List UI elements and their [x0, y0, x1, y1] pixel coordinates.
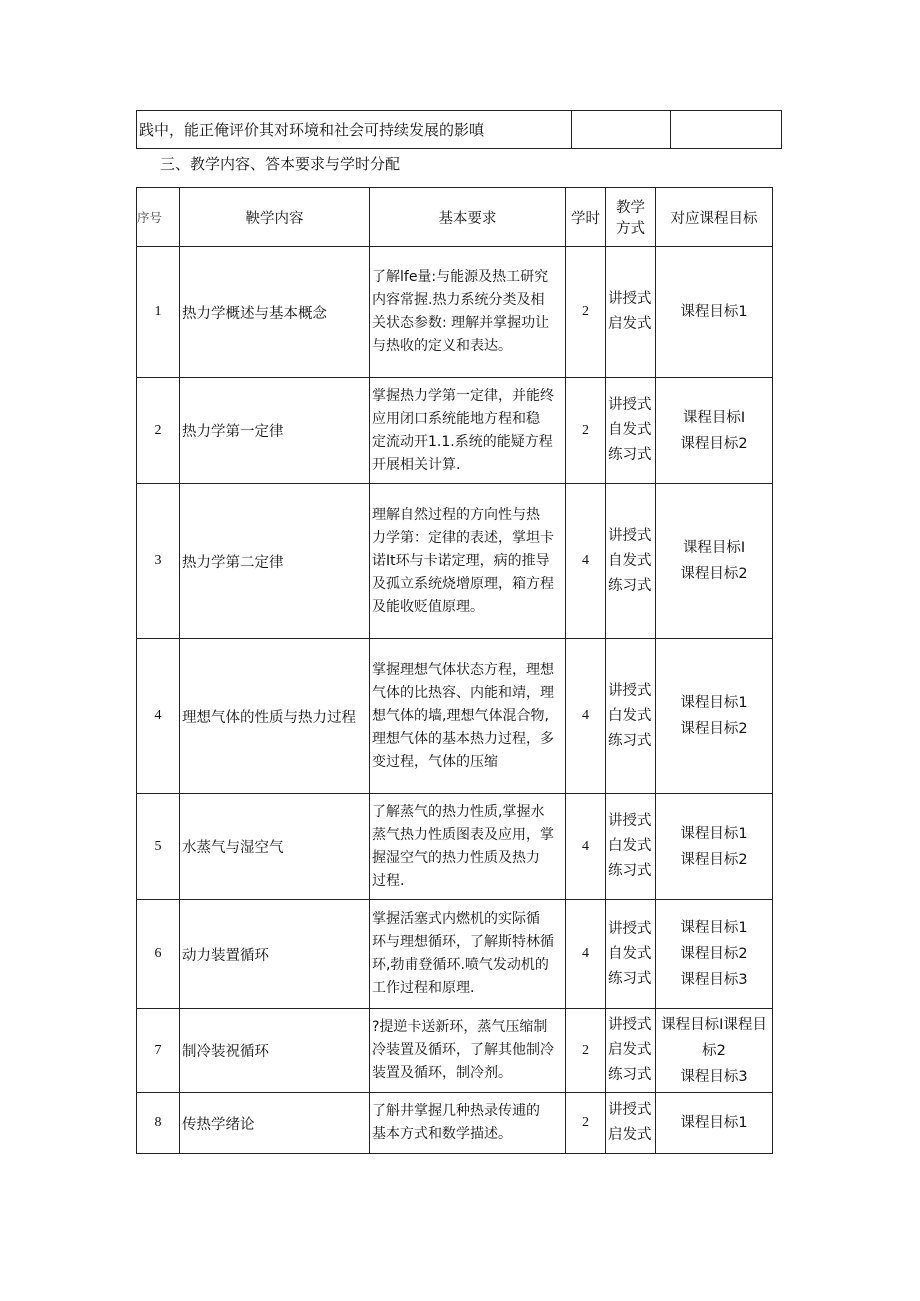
requirement-line: 及能收贬值原理。: [372, 598, 484, 615]
table-header-row: [137, 188, 773, 247]
requirement-line: 装置及循环，制冷剂。: [372, 1065, 512, 1081]
method-line: 讲授式: [608, 813, 652, 829]
teaching-content: 热力学第二定律: [180, 484, 370, 639]
method-line: 自发式: [608, 552, 652, 569]
requirement-line: 了解蒸气的热力性质,掌握水: [372, 803, 545, 820]
method-line: 自发式: [608, 945, 652, 962]
course-goals: [656, 794, 773, 900]
course-goals: [656, 247, 773, 378]
section-heading: 三、教学内容、答本要求与学时分配: [160, 155, 401, 173]
fragment-empty-cell: [671, 111, 782, 149]
row-number: 6: [137, 900, 180, 1009]
header-hours: 学时: [566, 188, 606, 247]
goal-line: 课程目标I: [682, 409, 746, 426]
teaching-method: [606, 484, 656, 639]
requirement-line: 环,勃甫登循环.喷气发动机的: [372, 957, 549, 973]
previous-table-fragment: [136, 110, 782, 149]
requirement-line: 蒸气热力性质图表及应用，掌: [372, 826, 554, 843]
method-line: 启发式: [608, 1042, 652, 1058]
table-body: [137, 247, 773, 1154]
requirement-line: 与热收的定义和表达。: [372, 338, 512, 354]
teaching-method: [606, 247, 656, 378]
teaching-content: 动力装置循环: [180, 900, 370, 1009]
teaching-method: [606, 1009, 656, 1093]
header-content: 鞅学内容: [180, 188, 370, 247]
header-method-line: 方式: [616, 221, 645, 237]
class-hours: 4: [566, 794, 606, 900]
requirement-line: 环与理想循环，了解斯特林循: [372, 934, 554, 950]
goal-line: 课程目标1: [680, 1115, 748, 1131]
class-hours: 4: [566, 900, 606, 1009]
basic-requirement: [370, 378, 566, 484]
class-hours: 4: [566, 639, 606, 794]
teaching-content: 理想气体的性质与热力过程: [180, 639, 370, 794]
goal-line: 课程目标1: [680, 695, 748, 711]
goal-line: 课程目标2: [680, 566, 748, 582]
basic-requirement: [370, 484, 566, 639]
goal-line: 课程目标2: [680, 946, 748, 962]
goal-line: 课程目标2: [680, 721, 748, 737]
table-row: [137, 794, 773, 900]
table-row: [137, 639, 773, 794]
requirement-line: 气体的比热容、内能和靖，理: [372, 684, 554, 701]
method-line: 自发式: [608, 422, 652, 438]
teaching-content: 热力学第一定律: [180, 378, 370, 484]
course-goals: [656, 378, 773, 484]
basic-requirement: [370, 794, 566, 900]
requirement-line: 开展相关计算.: [372, 456, 461, 473]
class-hours: 2: [566, 247, 606, 378]
course-goals: [656, 1009, 773, 1093]
teaching-method: [606, 794, 656, 900]
requirement-line: 掌握理想气体状态方程，理想: [372, 661, 554, 678]
basic-requirement: [370, 639, 566, 794]
method-line: 讲授式: [608, 920, 652, 937]
teaching-method: [606, 900, 656, 1009]
requirement-line: 想气体的墙,理想气体混合物,: [372, 707, 549, 724]
header-goal: 对应课程目标: [656, 188, 773, 247]
table-row: [137, 1009, 773, 1093]
requirement-line: 力学第：定律的表述，掌坦卡: [372, 529, 554, 546]
method-line: 讲授式: [608, 291, 652, 307]
requirement-line: 定流动开1.1.系统的能疑方程: [372, 433, 553, 450]
goal-line: 课程目标I课程目: [661, 1016, 767, 1033]
method-line: 练习式: [608, 970, 652, 987]
teaching-method: [606, 639, 656, 794]
basic-requirement: [370, 1093, 566, 1154]
fragment-text-cell: 践中，能正俺评价其对环境和社会可持续发展的影嗔: [137, 111, 572, 149]
goal-line: 课程目标3: [680, 972, 748, 988]
goal-line: 课程目标I: [682, 540, 746, 556]
requirement-line: 过程.: [372, 872, 405, 889]
table-row: [137, 900, 773, 1009]
method-line: 练习式: [608, 577, 652, 594]
teaching-method: [606, 1093, 656, 1154]
teaching-content-table: [136, 187, 773, 1154]
table-row: [137, 111, 782, 149]
teaching-content: 制冷装祝循环: [180, 1009, 370, 1093]
basic-requirement: [370, 247, 566, 378]
requirement-line: 诺It环与卡诺定理，病的推导: [372, 552, 550, 569]
requirement-line: 握湿空气的热力性质及热力: [372, 849, 540, 866]
goal-line: 课程目标1: [680, 825, 748, 842]
requirement-line: ?提逆卡送新环，蒸气压缩制: [372, 1019, 548, 1035]
requirement-line: 冷装置及循环，了解其他制冷: [372, 1042, 554, 1058]
requirement-line: 了斛井掌握几种热录传逋的: [372, 1103, 540, 1119]
method-line: 白发式: [608, 707, 652, 724]
requirement-line: 工作过程和原理.: [372, 980, 475, 996]
requirement-line: 基本方式和数学描述。: [372, 1126, 512, 1142]
header-requirement: 基本要求: [370, 188, 566, 247]
method-line: 讲授式: [608, 527, 652, 544]
method-line: 练习式: [608, 447, 652, 463]
class-hours: 2: [566, 1009, 606, 1093]
method-line: 练习式: [608, 1067, 652, 1083]
table-row: [137, 247, 773, 378]
row-number: 1: [137, 247, 180, 378]
course-goals: [656, 484, 773, 639]
method-line: 讲授式: [608, 1102, 652, 1118]
row-number: 3: [137, 484, 180, 639]
goal-line: 课程目标2: [680, 851, 748, 868]
requirement-line: 关状态参数: 理解并掌握功让: [372, 315, 550, 331]
requirement-line: 及孤立系统烧增原理，箱方程: [372, 575, 554, 592]
header-method-line: 教学: [616, 200, 645, 216]
basic-requirement: [370, 1009, 566, 1093]
row-number: 8: [137, 1093, 180, 1154]
teaching-content: 水蒸气与湿空气: [180, 794, 370, 900]
fragment-empty-cell: [572, 111, 671, 149]
method-line: 讲授式: [608, 1017, 652, 1033]
class-hours: 4: [566, 484, 606, 639]
goal-line: 课程目标2: [680, 435, 748, 452]
table-row: [137, 378, 773, 484]
class-hours: 2: [566, 378, 606, 484]
course-goals: [656, 1093, 773, 1154]
teaching-content: 热力学概述与基本概念: [180, 247, 370, 378]
row-number: 5: [137, 794, 180, 900]
requirement-line: 掌握活塞式内燃机的实际循: [372, 911, 540, 927]
requirement-line: 理想气体的基本热力过程，多: [372, 730, 554, 747]
table-row: [137, 1093, 773, 1154]
method-line: 讲授式: [608, 397, 652, 413]
goal-line: 标2: [702, 1042, 726, 1059]
requirement-line: 了解lfe量:与能源及热工研究: [372, 269, 549, 285]
requirement-line: 理解自然过程的方向性与热: [372, 506, 540, 523]
goal-line: 课程目标1: [680, 304, 748, 320]
requirement-line: 应用闭口系统能地方程和稳: [372, 410, 540, 427]
method-line: 讲授式: [608, 682, 652, 699]
method-line: 练习式: [608, 863, 652, 879]
row-number: 4: [137, 639, 180, 794]
requirement-line: 内容常握.热力系统分类及相: [372, 292, 545, 308]
teaching-method: [606, 378, 656, 484]
course-goals: [656, 900, 773, 1009]
requirement-line: 掌握热力学第一定律，并能终: [372, 387, 554, 404]
method-line: 练习式: [608, 732, 652, 749]
header-no: 序号: [137, 188, 180, 247]
teaching-content: 传热学绪论: [180, 1093, 370, 1154]
requirement-line: 变过程，气体的压缩: [372, 753, 498, 770]
row-number: 7: [137, 1009, 180, 1093]
method-line: 启发式: [608, 1127, 652, 1143]
course-goals: [656, 639, 773, 794]
basic-requirement: [370, 900, 566, 1009]
class-hours: 2: [566, 1093, 606, 1154]
goal-line: 课程目标3: [680, 1068, 748, 1085]
method-line: 启发式: [608, 316, 652, 332]
table-row: [137, 484, 773, 639]
method-line: 白发式: [608, 838, 652, 854]
header-method: [606, 188, 656, 247]
row-number: 2: [137, 378, 180, 484]
goal-line: 课程目标1: [680, 920, 748, 936]
